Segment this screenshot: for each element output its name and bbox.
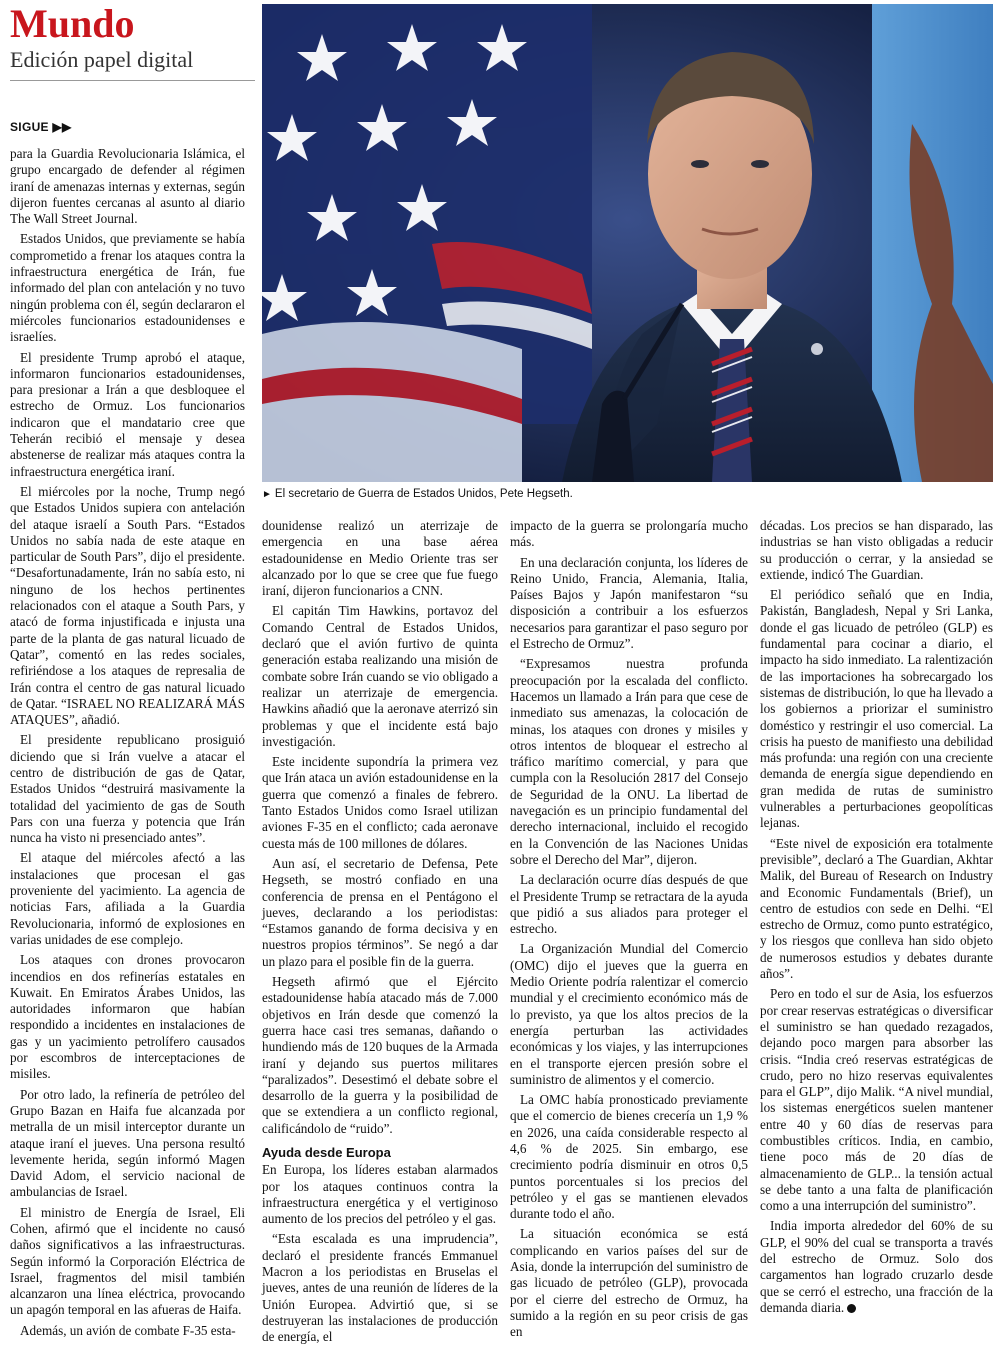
paragraph: Estados Unidos, que previamente se había comprometido a frenar los ataques contra la infraestructura energética de Irán, fue informado del plan con antelación y no tuvo ningún problema con él, según declararon el miércoles funcionarios estadounidenses e israelíes. [10, 231, 245, 345]
article-column-3 [510, 518, 748, 1345]
paragraph: dounidense realizó un aterrizaje de emergencia en una base aérea estadounidense en Medio Oriente tras ser alcanzado por lo que se cree que fue fuego iraní, dijeron funcionarios a CNN. [262, 518, 498, 599]
section-title: Mundo [10, 1, 135, 46]
photo-caption [262, 488, 993, 500]
paragraph: El ataque del miércoles afectó a las instalaciones que procesan el gas proveniente del yacimiento. La agencia de noticias Fars, afiliada a la Guardia Revolucionaria, informó de explosiones en varias unidades de ese complejo. [10, 850, 245, 947]
paragraph: El capitán Tim Hawkins, portavoz del Comando Central de Estados Unidos, declaró que el avión furtivo de quinta generación estaba realizando una misión de combate sobre Irán cuando se vio obligado a realizar un aterrizaje de emergencia. Hawkins añadió que la aeronave aterrizó sin problemas y que el incidente está bajo investigación. [262, 603, 498, 749]
paragraph: Este incidente supondría la primera vez que Irán ataca un avión estadounidense en la guerra que comenzó a finales de febrero. Tanto Estados Unidos como Israel utilizan aviones F-35 en el conflicto; cada aeronave cuesta más de 100 millones de dólares. [262, 754, 498, 851]
masthead-divider [10, 80, 255, 81]
paragraph: El miércoles por la noche, Trump negó que Estados Unidos supiera con antelación del ataque israelí a South Pars. “Estados Unidos no sabía nada de este ataque en particular de South Pars”, dijo el presidente. “Desafortunadamente, Irán no sabía esto, ni ninguno de los hechos pertinentes relacionados con el ataque a South Pars, y atacó de forma injustificada e injusta una parte de la planta de gas natural licuado de Qatar”, comentó en las redes sociales, refiriéndose a los ataques de represalia de Irán contra el centro de gas natural licuado de Qatar. “ISRAEL NO REALIZARÁ MÁS ATAQUES”, añadió. [10, 483, 245, 728]
paragraph: La situación económica se está complicando en varios países del sur de Asia, donde la interrupción del suministro de gas licuado de petróleo (GLP), provocada por el cierre del estrecho de Ormuz, ha sumido a la región en su peor crisis de gas en [510, 1226, 748, 1340]
paragraph: El presidente republicano prosiguió diciendo que si Irán vuelve a atacar el centro de distribución de gas de Qatar, Estados Unidos “destruirá masivamente la totalidad del yacimiento de gas de South Pars con una fuerza y potencia que Irán nunca ha visto ni presenciado antes”. [10, 732, 245, 846]
paragraph: Aun así, el secretario de Defensa, Pete Hegseth, se mostró confiado en una conferencia de prensa en el Pentágono el jueves, declarando a los periodistas: “Estamos ganando de forma decisiva y en nuestros propios términos”. Se negó a dar un plazo para el posible fin de la guerra. [262, 855, 498, 969]
paragraph: “Este nivel de exposición era totalmente previsible”, declaró a The Guardian, Akhtar Malik, del Bureau of Research on Industry and Economic Fundamentals (Brief), un centro de estudios con sede en Delhi. “El estrecho de Ormuz, como punto estratégico, y los riesgos que conlleva han sido objeto de numerosos estudios y debates durante años”. [760, 835, 993, 982]
paragraph: Además, un avión de combate F-35 esta- [20, 1322, 236, 1338]
paragraph: Los ataques con drones provocaron incendios en dos refinerías estatales en Kuwait. En Emiratos Árabes Unidos, las autoridades informaron que habían respondido a incidentes en instalaciones de gas y un yacimiento petrolífero causados por escombros de interceptaciones de misiles. [10, 952, 245, 1082]
paragraph: Pero en todo el sur de Asia, los esfuerzos por crear reservas estratégicas o diversificar el suministro se han quedado rezagados, dejando poco margen para absorber las crisis. “India creó reservas estratégicas de crudo, pero no hizo reservas equivalentes para el GLP”, dijo Malik. “A nivel mundial, los sistemas energéticos suelen mantener entre 40 y 60 días de reservas para combustibles críticos. India, en cambio, tiene poco más de 20 días de almacenamiento de GLP... la tensión actual se debe tanto a una falta de planificación como a una interrupción del suministro”. [760, 986, 993, 1214]
paragraph [760, 1218, 993, 1316]
paragraph: impacto de la guerra se prolongaría mucho más. [510, 518, 748, 550]
edition-subtitle: Edición papel digital [10, 47, 194, 72]
paragraph: décadas. Los precios se han disparado, las industrias se han visto obligadas a reducir su producción o cerrar, y la ansiedad se extiende, indicó The Guardian. [760, 518, 993, 582]
paragraph: La Organización Mundial del Comercio (OMC) dijo el jueves que la guerra en Medio Oriente podría ralentizar el comercio mundial y el crecimiento económico más de lo previsto, ya que los altos precios de la energía perturban las actividades económicas y los viajes, y las interrupciones en el transporte ejercen presión sobre el suministro de alimentos y el comercio. [510, 941, 748, 1087]
paragraph: El periódico señaló que en India, Pakistán, Bangladesh, Nepal y Sri Lanka, donde el gas licuado de petróleo (GLP) es fundamental para cocinar a diario, el impacto ha sido inmediato. La ralentización de las importaciones ha sobrecargado los sistemas de distribución, lo que ha llevado a los gobiernos a priorizar el suministro doméstico y restringir el uso comercial. La crisis ha puesto de manifiesto una debilidad más profunda: una región con una creciente demanda de energía sigue dependiendo en gran medida de rutas de suministro vulnerables a perturbaciones geopolíticas lejanas. [760, 587, 993, 831]
final-paragraph-text: India importa alrededor del 60% de su GLP, el 90% del cual se transporta a través del estrecho de Ormuz. Solo dos cargamentos han logrado cruzarlo desde que se cerró el estrecho, una fracción de la demanda diaria. [760, 1218, 993, 1315]
subheading: Ayuda desde Europa [262, 1144, 391, 1160]
paragraph: Por otro lado, la refinería de petróleo del Grupo Bazan en Haifa fue alcanzada por metralla de un misil interceptor durante un ataque iraní el jueves. Una persona resultó levemente herida, según informó Magen David Adom, el servicio nacional de ambulancias de Israel. [10, 1086, 245, 1200]
caption-marker-icon: ► [262, 489, 272, 500]
article-column-4 [760, 518, 993, 1320]
lapel-pin [811, 343, 823, 355]
paragraph: El ministro de Energía de Israel, Eli Cohen, afirmó que el incidente no causó daños significativos a las infraestructuras. Según informó la Corporación Eléctrica de Israel, fragmentos del misil también alcanzaron una línea eléctrica, provocando un apagón temporal en las afueras de Haifa. [10, 1204, 245, 1318]
paragraph: “Esta escalada es una imprudencia”, declaró el presidente francés Emmanuel Macron a los periodistas en Bruselas el jueves, antes de una reunión de líderes de la Unión Europea. Advirtió que, si se destruyeran las instalaciones de producción de energía, el [262, 1231, 498, 1345]
article-column-2 [262, 518, 498, 1350]
paragraph: para la Guardia Revolucionaria Islámica, el grupo encargado de defender al régimen iraní de amenazas internas y externas, según dijeron fuentes cercanas al asunto al diario The Wall Street Journal. [10, 146, 245, 227]
hegseth-photo [262, 4, 993, 482]
continued-label: SIGUE ▶▶ [10, 120, 72, 134]
paragraph: Hegseth afirmó que el Ejército estadounidense había atacado más de 7.000 objetivos en Irán desde que comenzó la guerra hace casi tres semanas, dañando o hundiendo más de 120 buques de la Armada iraní y dejando sus puertos militares “paralizados”. Desestimó el debate sobre el desarrollo de la guerra y la posibilidad de que se extendiera a un conflicto regional, calificándolo de “ruido”. [262, 974, 498, 1136]
paragraph: En Europa, los líderes estaban alarmados por los ataques continuos contra la infraestructura energética y el vertiginoso aumento de los precios del petróleo y el gas. [262, 1162, 498, 1227]
paragraph: La declaración ocurre días después de que el Presidente Trump se retractara de la ayuda que pidió a sus aliados para proteger el estrecho. [510, 872, 748, 937]
paragraph: La OMC había pronosticado previamente que el comercio de bienes crecería un 1,9 % en 2026, una caída considerable respecto al 4,6 % de 2025. Sin embargo, ese crecimiento podría disminuir en otros 0,5 puntos porcentuales si los precios del petróleo y el gas se mantienen elevados durante todo el año. [510, 1092, 748, 1222]
paragraph: “Expresamos nuestra profunda preocupación por la escalada del conflicto. Hacemos un llamado a Irán para que cese de inmediato sus amenazas, la colocación de minas, los ataques con drones y misiles y otros intentos de bloquear el estrecho al tráfico marítimo comercial, y para que cumpla con la Resolución 2817 del Consejo de Seguridad de la ONU. La libertad de navegación es un principio fundamental del derecho internacional, incluido el recogido en la Convención de las Naciones Unidas sobre el Derecho del Mar”, dijeron. [510, 656, 748, 867]
caption-text: El secretario de Guerra de Estados Unidos, Pete Hegseth. [274, 488, 573, 500]
masthead [10, 2, 255, 81]
paragraph: En una declaración conjunta, los líderes de Reino Unido, Francia, Alemania, Italia, Países Bajos y Japón manifestaron “su disposición a contribuir a los esfuerzos necesarios para garantizar el paso seguro por el Estrecho de Ormuz”. [510, 554, 748, 652]
end-of-article-icon [847, 1304, 856, 1313]
paragraph: El presidente Trump aprobó el ataque, informaron funcionarios estadounidenses, para presionar a Irán a que desbloquee el estrecho de Ormuz. Los funcionarios indicaron que el mandatario cree que Teherán recibió el mensaje y desea abstenerse de realizar más ataques contra la infraestructura energética iraní. [10, 349, 245, 479]
article-column-1 [10, 146, 245, 1343]
